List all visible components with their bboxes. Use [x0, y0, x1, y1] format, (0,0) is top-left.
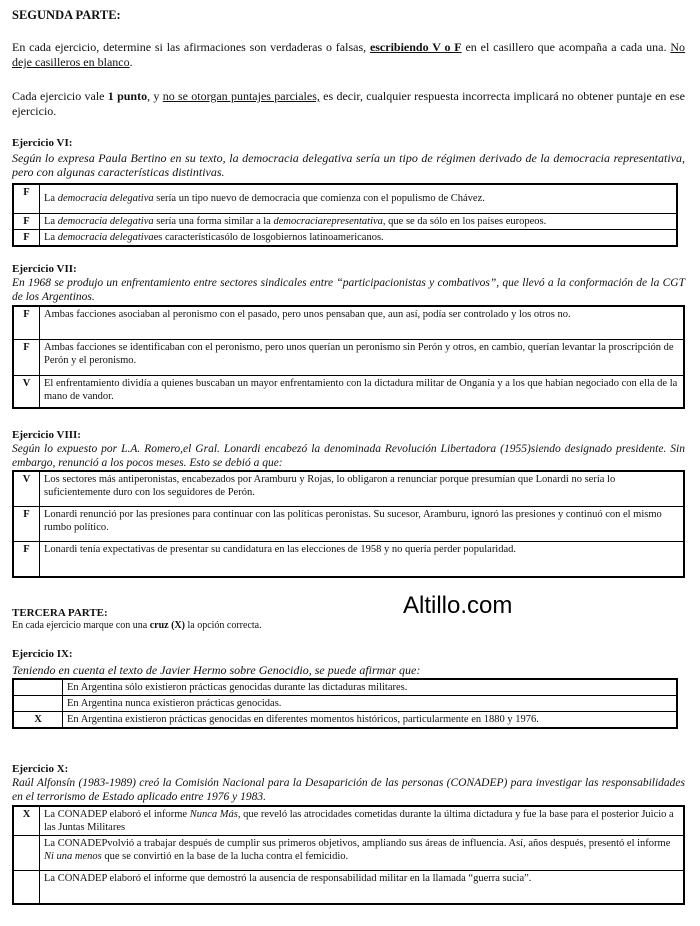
mark-cell[interactable]	[13, 679, 63, 696]
table-row	[13, 836, 684, 871]
answer-cell[interactable]: F	[13, 339, 40, 375]
option-cell: En Argentina existieron prácticas genocidas en diferentes momentos históricos, particularmente en 1880 y 1976.	[63, 712, 678, 729]
table-row	[13, 696, 677, 712]
statement-cell: El enfrentamiento dividía a quienes buscaban un mayor enfrentamiento con la dictadura militar de Onganía y a los que habían negociado con ella de la mano de vandor.	[40, 375, 685, 408]
table-row	[13, 213, 677, 229]
exercise-9-heading: Ejercicio IX:	[12, 648, 73, 660]
table-row	[13, 471, 684, 506]
exercise-8-heading: Ejercicio VIII:	[12, 429, 81, 441]
exercise-8-table	[12, 470, 685, 578]
table-row	[13, 806, 684, 836]
mark-cell[interactable]	[13, 871, 40, 904]
table-row	[13, 184, 677, 213]
answer-cell[interactable]: F	[13, 184, 40, 213]
statement-cell: Lonardi renunció por las presiones para continuar con las políticas peronistas. Su sucesor, Aramburu, ignoró las presiones y continuó con el mismo rumbo político.	[40, 506, 685, 541]
statement-cell: Ambas facciones se identificaban con el peronismo, pero unos querían un peronismo sin Perón y otros, en cambio, querían levantar la proscripción de Perón y el peronismo.	[40, 339, 685, 375]
exercise-6-table	[12, 183, 678, 247]
statement-cell: La democracia delegativaes característicasólo de losgobiernos latinoamericanos.	[40, 229, 678, 246]
table-row	[13, 339, 684, 375]
mark-cell[interactable]: X	[13, 712, 63, 729]
exercise-9-table	[12, 678, 678, 729]
table-row	[13, 306, 684, 339]
answer-cell[interactable]: F	[13, 506, 40, 541]
option-cell: La CONADEP elaboró el informe que demostró la ausencia de responsabilidad militar en la llamada “guerra sucia”.	[40, 871, 685, 904]
answer-cell[interactable]: F	[13, 229, 40, 246]
answer-cell[interactable]: F	[13, 541, 40, 577]
statement-cell: Ambas facciones asociaban al peronismo con el pasado, pero unos pensaban que, aun así, podía ser controlado y los otros no.	[40, 306, 685, 339]
table-row	[13, 375, 684, 408]
table-row	[13, 871, 684, 904]
answer-cell[interactable]: F	[13, 213, 40, 229]
exercise-7-heading: Ejercicio VII:	[12, 263, 77, 275]
exercise-8-statement: Según lo expuesto por L.A. Romero,el Gral. Lonardi encabezó la denominada Revolución Libertadora (1955)siendo designado presidente. Sin embargo, renunció a los pocos meses. Esto se debió a que:	[12, 443, 685, 469]
mark-cell[interactable]	[13, 696, 63, 712]
table-row	[13, 712, 677, 729]
answer-cell[interactable]: V	[13, 471, 40, 506]
option-cell: En Argentina nunca existieron prácticas genocidas.	[63, 696, 678, 712]
part3-instructions: En cada ejercicio marque con una cruz (X) la opción correcta.	[12, 620, 262, 631]
part2-title: SEGUNDA PARTE:	[12, 8, 121, 22]
statement-cell: Los sectores más antiperonistas, encabezados por Aramburu y Rojas, lo obligaron a renunciar porque presumían que Lonardi no sería lo suficientemente duro con los seguidores de Perón.	[40, 471, 685, 506]
exercise-6-statement: Según lo expresa Paula Bertino en su texto, la democracia delegativa sería un tipo de régimen derivado de la democracia representativa, pero con algunas características distintivas.	[12, 151, 685, 179]
statement-cell: La democracia delegativa sería una forma similar a la democraciarepresentativa, que se da sólo en los países europeos.	[40, 213, 678, 229]
option-cell: La CONADEP elaboró el informe Nunca Más, que reveló las atrocidades cometidas durante la última dictadura y fue la base para el posterior Juicio a las Juntas Militares	[40, 806, 685, 836]
mark-cell[interactable]: X	[13, 806, 40, 836]
table-row	[13, 679, 677, 696]
exercise-7-table	[12, 305, 685, 409]
exercise-7-statement: En 1968 se produjo un enfrentamiento entre sectores sindicales entre “participacionistas y combativos”, que llevó a la conformación de la CGT de los Argentinos.	[12, 277, 685, 303]
part2-instructions-1: En cada ejercicio, determine si las afirmaciones son verdaderas o falsas, escribiendo V o F en el casillero que acompaña a cada una. No deje casilleros en blanco.	[12, 40, 685, 69]
exercise-6-heading: Ejercicio VI:	[12, 137, 73, 149]
table-row	[13, 506, 684, 541]
option-cell: En Argentina sólo existieron prácticas genocidas durante las dictaduras militares.	[63, 679, 678, 696]
table-row	[13, 541, 684, 577]
part3-title: TERCERA PARTE:	[12, 607, 108, 619]
exercise-9-statement: Teniendo en cuenta el texto de Javier Hermo sobre Genocidio, se puede afirmar que:	[12, 663, 421, 677]
exercise-10-table	[12, 805, 685, 905]
answer-cell[interactable]: F	[13, 306, 40, 339]
answer-cell[interactable]: V	[13, 375, 40, 408]
statement-cell: La democracia delegativa sería un tipo nuevo de democracia que comienza con el populismo de Chávez.	[40, 184, 678, 213]
statement-cell: Lonardi tenía expectativas de presentar su candidatura en las elecciones de 1958 y no quería perder popularidad.	[40, 541, 685, 577]
watermark-text: Altillo.com	[403, 592, 513, 619]
table-row	[13, 229, 677, 246]
option-cell: La CONADEPvolvió a trabajar después de cumplir sus primeros objetivos, ampliando sus áreas de influencia. Así, años después, presentó el informe Ni una menos que se convirtió en la base de la lucha contra el femicidio.	[40, 836, 685, 871]
part2-instructions-2: Cada ejercicio vale 1 punto, y no se otorgan puntajes parciales, es decir, cualquier respuesta incorrecta implicará no obtener puntaje en ese ejercicio.	[12, 89, 686, 118]
exercise-10-statement: Raúl Alfonsín (1983-1989) creó la Comisión Nacional para la Desaparición de las personas (CONADEP) para investigar las responsabilidades en el terrorismo de Estado aplicado entre 1976 y 1983.	[12, 777, 685, 803]
exercise-10-heading: Ejercicio X:	[12, 763, 69, 775]
mark-cell[interactable]	[13, 836, 40, 871]
